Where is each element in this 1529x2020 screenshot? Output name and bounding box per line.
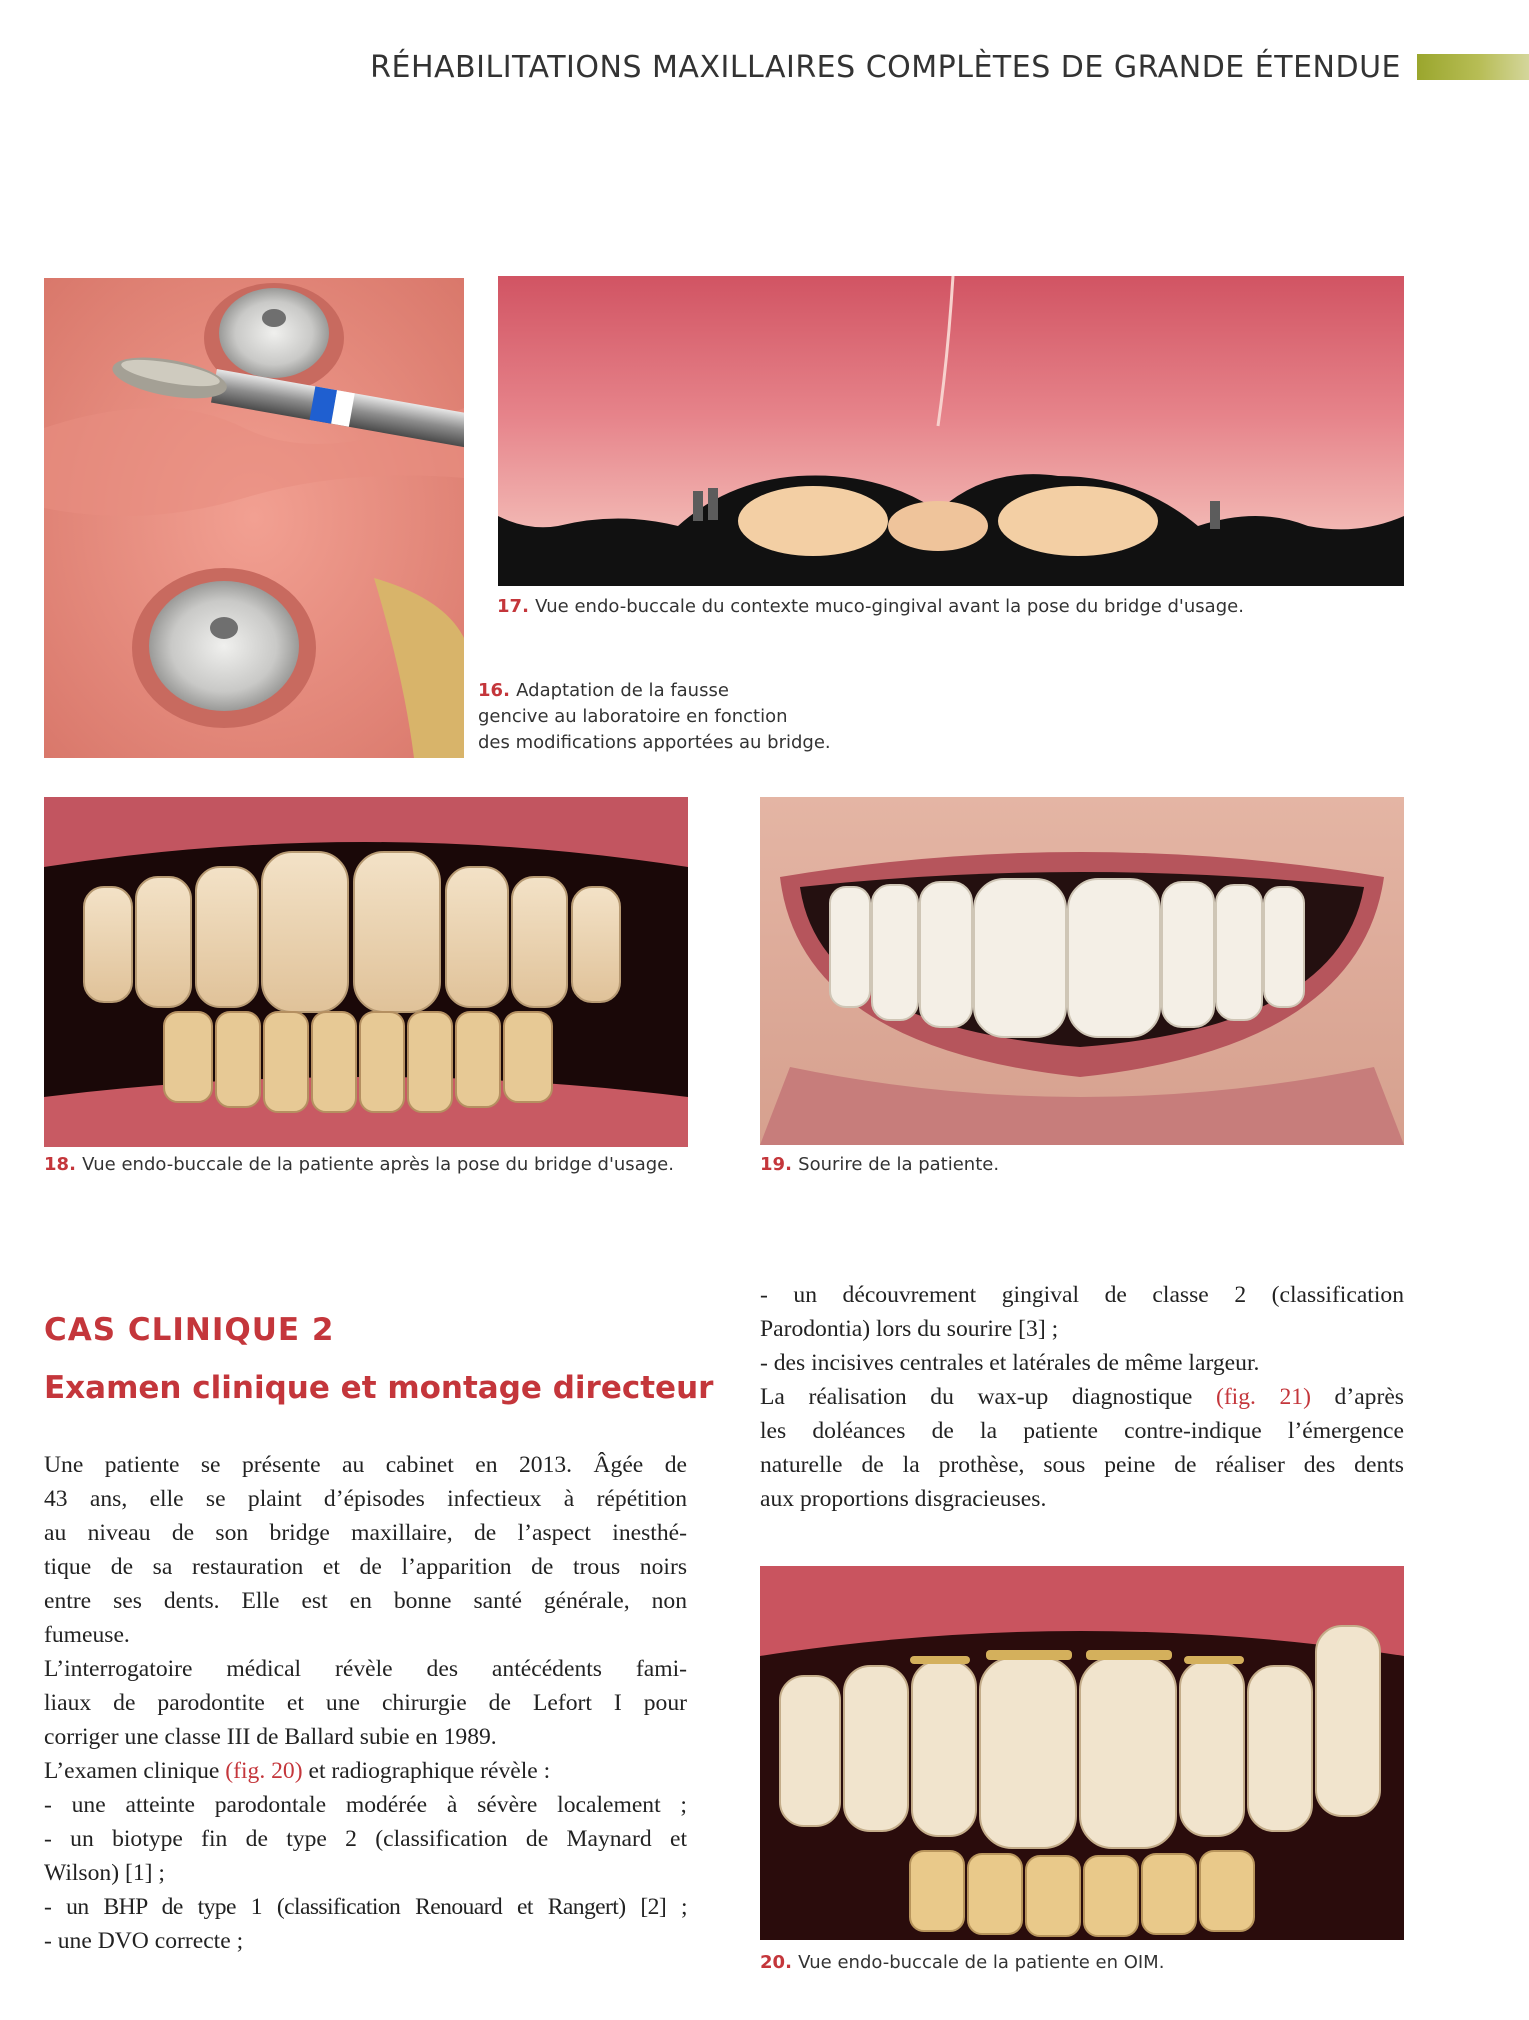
figure-reference: (fig. 21) [1215,1384,1311,1410]
caption-text: Vue endo-buccale de la patiente après la pose du bridge d'usage. [82,1154,674,1175]
text-line: - un BHP de type 1 (classification Renouard et Rangert) [2] ; [44,1894,687,1920]
figure-reference: (fig. 20) [225,1758,303,1784]
left-column-text [44,1448,687,1958]
text-line: 43 ans, elle se plaint d’épisodes infectieux à répétition [44,1486,687,1512]
figure-number: 16 [478,680,504,701]
caption-line: gencive au laboratoire en fonction [478,706,788,727]
caption-line: des modifications apportées au bridge. [478,732,831,753]
text-line: au niveau de son bridge maxillaire, de l’aspect inesthé- [44,1520,687,1546]
text-line: fumeuse. [44,1622,130,1648]
figure-16-photo [44,278,464,758]
figure-18-photo [44,797,688,1147]
figure-17-photo [498,276,1404,586]
text-line: entre ses dents. Elle est en bonne santé générale, non [44,1588,687,1614]
case-title: Examen clinique et montage directeur [44,1370,714,1406]
text-line-waxup: La réalisation du wax-up diagnostique (fig. 21) d’après [760,1384,1404,1410]
header-color-bar [1417,54,1529,80]
case-kicker: CAS CLINIQUE 2 [44,1312,335,1348]
text-line: les doléances de la patiente contre-indique l’émergence [760,1418,1404,1444]
text-line: corriger une classe III de Ballard subie en 1989. [44,1724,497,1750]
running-title: RÉHABILITATIONS MAXILLAIRES COMPLÈTES DE GRANDE ÉTENDUE [370,50,1401,85]
text-line: - une DVO correcte ; [44,1928,244,1954]
figure-20-photo [760,1566,1404,1940]
figure-number: 18 [44,1154,70,1175]
text-line: L’interrogatoire médical révèle des antécédents fami- [44,1656,687,1682]
caption-line: Adaptation de la fausse [516,680,729,701]
text-line: naturelle de la prothèse, sous peine de réaliser des dents [760,1452,1404,1478]
figure-16-caption: 16. Adaptation de la fausse gencive au laboratoire en fonction des modifications apportées au bridge. [478,678,831,756]
text-line-exam: L’examen clinique (fig. 20) et radiographique révèle : [44,1758,551,1784]
text-line: aux proportions disgracieuses. [760,1486,1047,1512]
text-line: Une patiente se présente au cabinet en 2013. Âgée de [44,1452,687,1478]
figure-19-photo [760,797,1404,1145]
text-line: - un biotype fin de type 2 (classification de Maynard et [44,1826,687,1852]
caption-text: Sourire de la patiente. [798,1154,1000,1175]
figure-20-caption: 20. Vue endo-buccale de la patiente en OIM. [760,1952,1165,1973]
caption-text: Vue endo-buccale de la patiente en OIM. [798,1952,1165,1973]
text-line: liaux de parodontite et une chirurgie de Lefort I pour [44,1690,687,1716]
right-column-text [760,1278,1404,1516]
figure-number: 20 [760,1952,786,1973]
text-line: - des incisives centrales et latérales de même largeur. [760,1350,1260,1376]
text-line: - une atteinte parodontale modérée à sévère localement ; [44,1792,687,1818]
text-line: Parodontia) lors du sourire [3] ; [760,1316,1059,1342]
figure-19-caption: 19. Sourire de la patiente. [760,1154,1000,1175]
text-line: tique de sa restauration et de l’apparition de trous noirs [44,1554,687,1580]
caption-text: Vue endo-buccale du contexte muco-gingival avant la pose du bridge d'usage. [535,596,1244,617]
figure-number: 19 [760,1154,786,1175]
text-line: Wilson) [1] ; [44,1860,165,1886]
figure-number: 17 [497,596,523,617]
text-line: - un découvrement gingival de classe 2 (classification [760,1282,1404,1308]
figure-18-caption: 18. Vue endo-buccale de la patiente après la pose du bridge d'usage. [44,1154,674,1175]
figure-17-caption: 17. Vue endo-buccale du contexte muco-gingival avant la pose du bridge d'usage. [497,596,1244,617]
